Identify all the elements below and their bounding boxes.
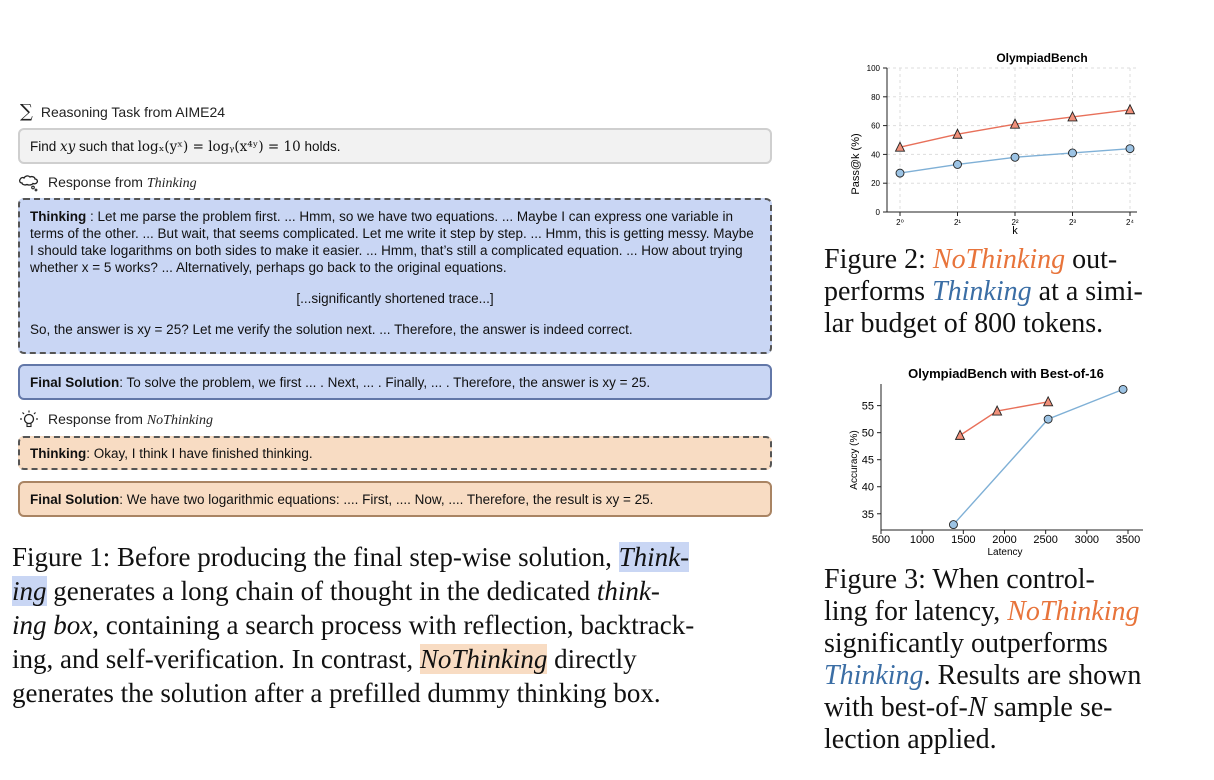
x-tick-label: 3000 [1074,534,1100,546]
data-point-1-0 [949,521,957,529]
task-equation: logₓ(yˣ) = logᵧ(x⁴ʸ) = 10 [137,139,301,155]
y-tick-label: 55 [861,400,874,413]
task-box [18,128,772,164]
final-solution-nothinking [18,481,772,517]
sigma-icon: ∑ [20,101,33,122]
thinking-text: : Let me parse the problem first. ... Hmm, so we have two equations. ... Maybe I can express one variable in terms of the other. ... But wait, that seems complicated. Let me write it step by step. ... Hmm, this is getting messy. Maybe I should take logarithms on both sides to make it easier. ... Hmm, that’s still a complicated equation. ... How about trying whether x = 5 works? ... Alternatively, perhaps go back to the original equations. [30,209,754,275]
final-solution-label-2: Final Solution [30,492,120,507]
data-point-1-1 [1044,415,1052,423]
chart2-xlabel: Latency [987,547,1023,558]
x-tick-label: 500 [871,534,891,546]
response-thinking-label: Response from [48,174,143,190]
shortened-trace: [...significantly shortened trace...] [296,291,494,306]
thinking-box [18,198,772,354]
chart2-title: OlympiadBench with Best-of-16 [908,366,1104,381]
task-header-label: Reasoning Task from AIME24 [40,104,226,120]
x-tick-label: 1500 [951,534,976,546]
lightbulb-icon [18,410,40,430]
thinking-label: Thinking [30,209,87,224]
y-tick-label: 100 [866,64,880,73]
latency-chart [843,364,1163,558]
x-tick-label: 1000 [909,534,935,546]
response-nothinking-label: Response from [48,411,143,427]
data-point-0-4 [1126,105,1135,114]
x-tick-label: 2⁴ [1126,218,1134,227]
response-thinking-header [18,174,197,192]
figure1-caption: Figure 1: Before producing the final step-wise solution, Think- ing generates a long chain of thought in the dedicated think- ing box, containing a search process with reflection, backtrack- ing, and self-verification. In contrast, NoThinking directly generates the solution after a prefilled dummy thinking box. [12,542,695,708]
data-point-1-2 [1119,385,1127,393]
y-tick-label: 0 [875,208,880,217]
y-tick-label: 40 [861,481,874,494]
y-tick-label: 50 [861,427,874,440]
chart1-xlabel: k [1012,225,1018,237]
data-point-0-0 [956,430,965,439]
chart1-ylabel: Pass@k (%) [850,133,862,195]
response-thinking-name: Thinking [146,176,197,191]
figure3-caption: Figure 3: When control- ling for latency, NoThinking significantly outperforms Thinking. Results are shown with best-of-N sample se- lection applied. [824,564,1142,755]
y-tick-label: 60 [871,121,880,131]
final-solution-label: Final Solution [30,375,120,390]
x-tick-label: 3500 [1115,534,1141,546]
nothinking-text: : Okay, I think I have finished thinking. [86,446,313,461]
data-point-1-1 [954,160,962,168]
series-line-0 [960,402,1048,436]
nothinking-box [18,436,772,470]
x-tick-label: 2500 [1033,534,1058,546]
thought-bubble-icon [18,174,40,192]
thinking-paragraph [30,208,760,276]
response-nothinking-header [18,410,213,430]
x-tick-label: 2⁰ [896,218,904,227]
data-point-1-4 [1126,145,1134,153]
data-point-1-2 [1011,153,1019,161]
data-point-1-0 [896,169,904,177]
x-tick-label: 2¹ [953,218,962,227]
task-var: xy [60,139,76,155]
x-tick-label: 2³ [1068,218,1077,227]
task-text-pre: Find [30,139,57,154]
task-text-post: holds. [304,139,341,154]
y-tick-label: 40 [871,150,880,160]
chart2-ylabel: Accuracy (%) [849,430,860,490]
x-tick-label: 2000 [992,534,1017,546]
chart1-title: OlympiadBench [996,51,1088,65]
figure2-caption: Figure 2: NoThinking out- performs Thinking at a simi- lar budget of 800 tokens. [824,244,1143,339]
x-tick-label: 2² [1011,218,1019,227]
data-point-1-3 [1069,149,1077,157]
series-line-1 [953,389,1123,524]
y-tick-label: 45 [861,454,874,467]
y-tick-label: 20 [871,179,880,189]
y-tick-label: 80 [871,92,880,102]
final-solution-text-2: : We have two logarithmic equations: .... First, .... Now, .... Therefore, the result is xy = 25. [119,492,654,507]
data-point-0-2 [1044,397,1053,406]
nothinking-thinking-label: Thinking [30,446,87,461]
passk-chart [845,48,1175,238]
answer-text: So, the answer is xy = 25? Let me verify the solution next. ... Therefore, the answer is indeed correct. [30,322,633,337]
y-tick-label: 35 [861,508,874,521]
task-header [20,101,226,122]
final-solution-thinking [18,364,772,400]
response-nothinking-name: NoThinking [146,413,213,428]
task-text-mid: such that [79,139,134,154]
final-solution-text: : To solve the problem, we first ... . Next, ... . Finally, ... . Therefore, the answer is xy = 25. [119,375,651,390]
